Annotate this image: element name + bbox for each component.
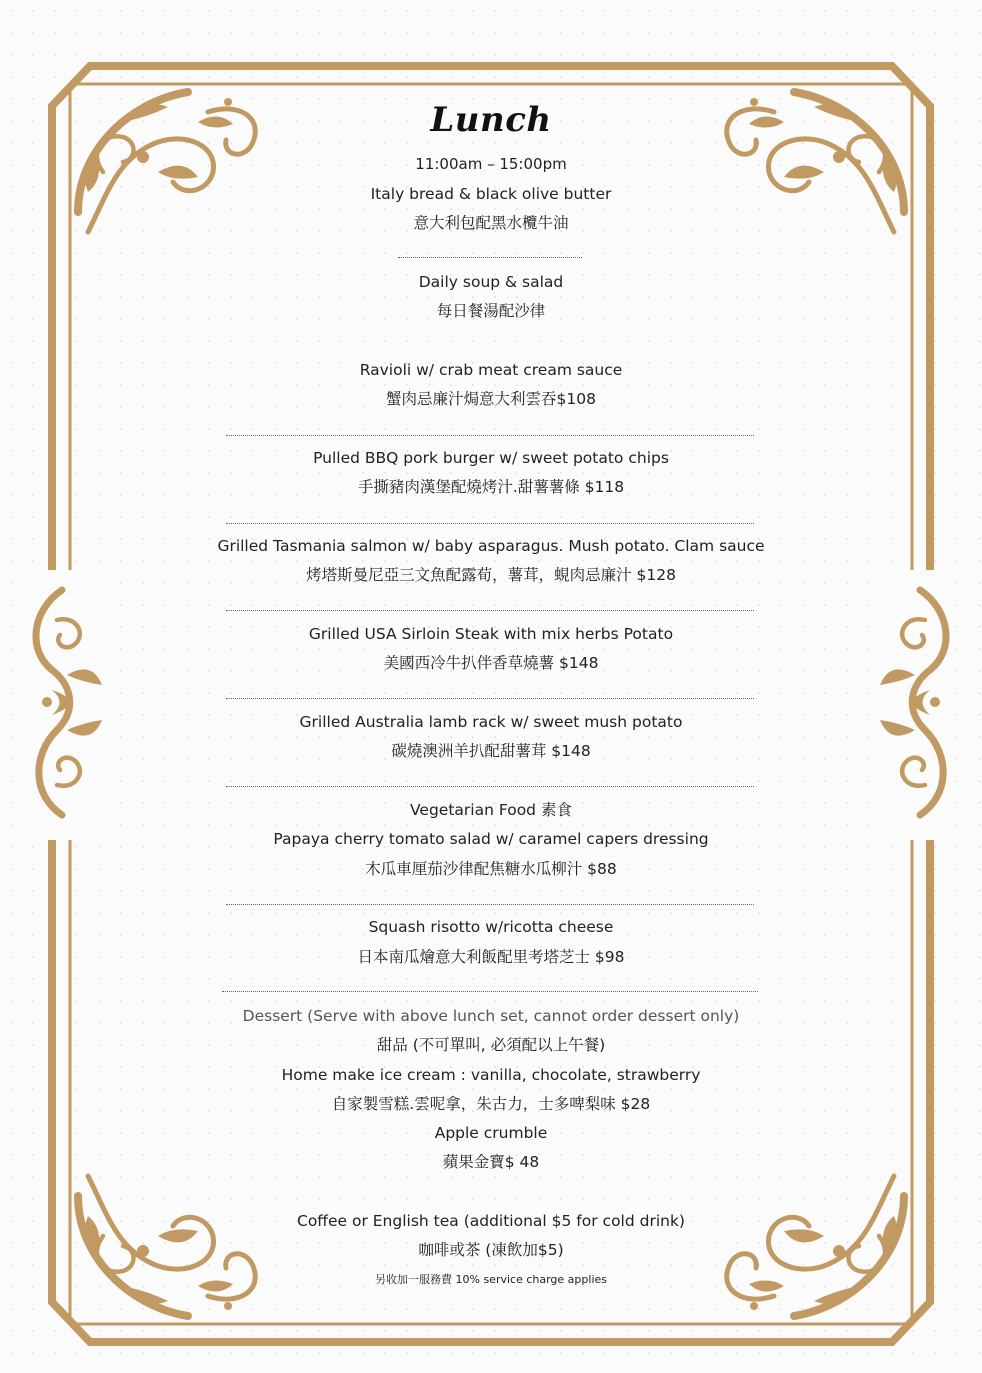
- divider: [226, 786, 754, 787]
- vegetarian-item-en: Squash risotto w/ricotta cheese: [368, 918, 614, 936]
- divider: [226, 435, 754, 436]
- menu-item-en: Grilled Tasmania salmon w/ baby asparagus. Mush potato. Clam sauce: [217, 537, 765, 555]
- dessert-heading-zh: 甜品 (不可單叫, 必須配以上午餐): [376, 1036, 606, 1054]
- dessert-item-zh: 蘋果金寶$ 48: [442, 1153, 540, 1171]
- menu-item-en: Ravioli w/ crab meat cream sauce: [359, 361, 623, 379]
- soup-zh: 每日餐湯配沙律: [436, 302, 546, 320]
- menu-item-en: Grilled Australia lamb rack w/ sweet mush potato: [299, 713, 683, 731]
- menu-item-en: Pulled BBQ pork burger w/ sweet potato chips: [313, 449, 669, 467]
- vegetarian-item-zh: 木瓜車厘茄沙律配焦糖水瓜柳汁 $88: [365, 860, 617, 878]
- divider: [226, 698, 754, 699]
- menu-item-zh: 手撕豬肉漢堡配燒烤汁.甜薯薯條 $118: [357, 478, 625, 496]
- divider: [226, 523, 754, 524]
- dessert-heading-en: Dessert (Serve with above lunch set, cannot order dessert only): [242, 1007, 740, 1025]
- vegetarian-heading: Vegetarian Food 素食: [410, 801, 572, 819]
- vegetarian-item-en: Papaya cherry tomato salad w/ caramel capers dressing: [273, 830, 709, 848]
- menu-item-zh: 蟹肉忌廉汁焗意大利雲吞$108: [386, 390, 596, 408]
- starter-zh: 意大利包配黑水欖牛油: [413, 214, 569, 232]
- vegetarian-item-zh: 日本南瓜燴意大利飯配里考塔芝士 $98: [357, 948, 625, 966]
- dessert-item-zh: 自家製雪糕.雲呢拿，朱古力，士多啤梨味 $28: [331, 1095, 651, 1113]
- menu-item-zh: 碳燒澳洲羊扒配甜薯茸 $148: [391, 742, 591, 760]
- menu-item-zh: 美國西冷牛扒伴香草燒薯 $148: [383, 654, 599, 672]
- menu-item-en: Grilled USA Sirloin Steak with mix herbs Potato: [308, 625, 674, 643]
- soup-en: Daily soup & salad: [418, 273, 564, 291]
- divider: [222, 991, 758, 992]
- service-charge-note: 另收加一服務費 10% service charge applies: [375, 1273, 607, 1286]
- menu-item-zh: 烤塔斯曼尼亞三文魚配露荀，薯茸，蜆肉忌廉汁 $128: [306, 566, 676, 584]
- divider: [226, 610, 754, 611]
- menu-title: Lunch: [430, 100, 552, 140]
- divider-short: [398, 257, 582, 258]
- lunch-hours: 11:00am – 15:00pm: [415, 155, 567, 173]
- starter-en: Italy bread & black olive butter: [370, 185, 612, 203]
- dessert-item-en: Home make ice cream : vanilla, chocolate, strawberry: [281, 1066, 701, 1084]
- drink-en: Coffee or English tea (additional $5 for cold drink): [297, 1212, 685, 1230]
- dessert-item-en: Apple crumble: [434, 1124, 548, 1142]
- drink-zh: 咖啡或茶 (凍飲加$5): [418, 1241, 564, 1259]
- divider: [226, 904, 754, 905]
